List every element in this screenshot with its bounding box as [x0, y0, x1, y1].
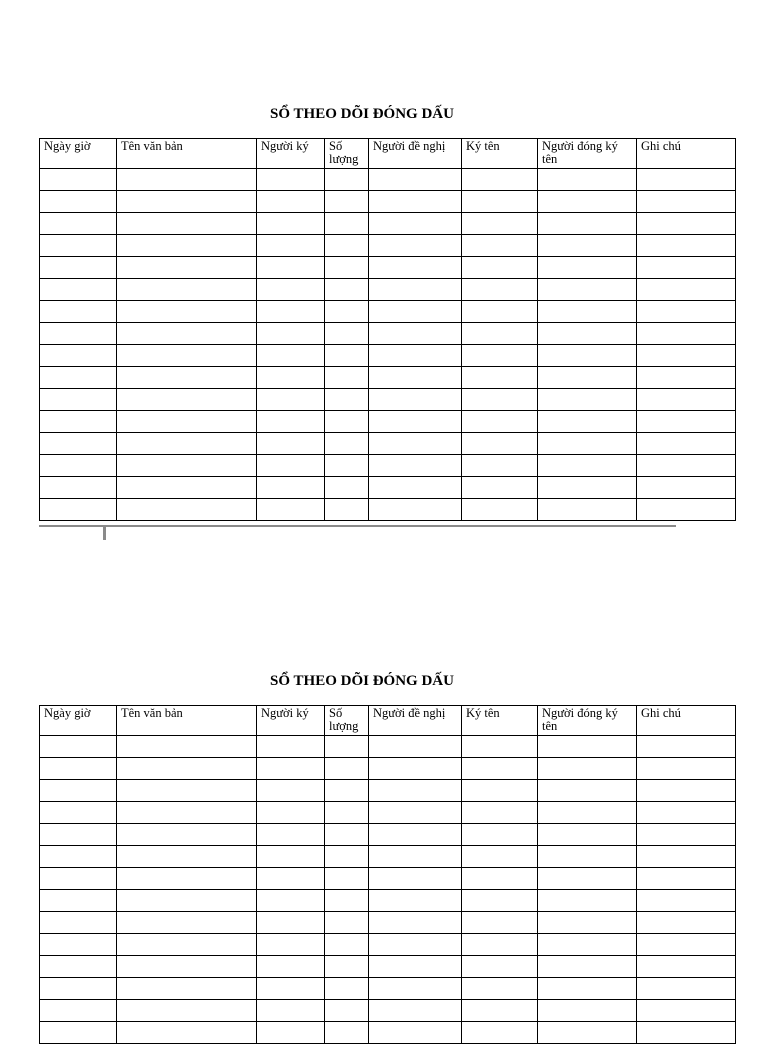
column-header-document-name: Tên văn bản [117, 139, 257, 169]
table-cell [325, 477, 369, 499]
column-header-signature: Ký tên [462, 139, 538, 169]
table-cell [538, 169, 637, 191]
table-cell [369, 1000, 462, 1022]
table-cell [117, 824, 257, 846]
table-cell [257, 455, 325, 477]
table-cell [325, 411, 369, 433]
table-cell [117, 868, 257, 890]
table-cell [40, 890, 117, 912]
table-row [40, 345, 736, 367]
column-header-stamper-signature: Người đóng ký tên [538, 706, 637, 736]
table-cell [538, 758, 637, 780]
table-row [40, 499, 736, 521]
table-cell [637, 279, 736, 301]
table-cell [462, 411, 538, 433]
table-cell [462, 323, 538, 345]
table-cell [369, 890, 462, 912]
table-cell [462, 934, 538, 956]
table-cell [117, 389, 257, 411]
table-cell [369, 257, 462, 279]
table-cell [637, 1000, 736, 1022]
table-body [40, 169, 736, 521]
table-cell [538, 433, 637, 455]
table-cell [117, 213, 257, 235]
table-cell [117, 411, 257, 433]
table-cell [462, 780, 538, 802]
table-cell [538, 780, 637, 802]
table-cell [325, 912, 369, 934]
table-cell [637, 367, 736, 389]
table-cell [325, 169, 369, 191]
table-cell [40, 477, 117, 499]
table-cell [637, 1022, 736, 1044]
table-cell [257, 477, 325, 499]
table-cell [257, 780, 325, 802]
table-cell [40, 455, 117, 477]
table-cell [462, 912, 538, 934]
table-cell [40, 1000, 117, 1022]
table-cell [538, 978, 637, 1000]
table-cell [369, 780, 462, 802]
table-cell [117, 499, 257, 521]
table-cell [117, 780, 257, 802]
table-cell [40, 1022, 117, 1044]
table-cell [117, 758, 257, 780]
table-cell [117, 1000, 257, 1022]
table-cell [538, 367, 637, 389]
table-cell [257, 169, 325, 191]
column-header-notes: Ghi chú [637, 706, 736, 736]
table-cell [538, 323, 637, 345]
table-cell [117, 477, 257, 499]
table-cell [369, 411, 462, 433]
table-row [40, 780, 736, 802]
table-cell [117, 956, 257, 978]
table-cell [369, 345, 462, 367]
table-cell [369, 846, 462, 868]
table-cell [117, 257, 257, 279]
table-row [40, 279, 736, 301]
column-header-signer: Người ký [257, 139, 325, 169]
table-header-row [40, 706, 736, 736]
table-cell [538, 191, 637, 213]
column-header-signature: Ký tên [462, 706, 538, 736]
table-cell [117, 169, 257, 191]
column-header-quantity: Số lượng [325, 139, 369, 169]
table-cell [637, 802, 736, 824]
table-cell [637, 323, 736, 345]
table-row [40, 956, 736, 978]
table-cell [637, 301, 736, 323]
table-cell [325, 956, 369, 978]
table-cell [325, 499, 369, 521]
table-cell [462, 191, 538, 213]
table-cell [369, 934, 462, 956]
table-cell [462, 1000, 538, 1022]
table-cell [637, 345, 736, 367]
table-cell [257, 433, 325, 455]
table-cell [369, 455, 462, 477]
table-cell [462, 824, 538, 846]
table-cell [325, 235, 369, 257]
table-cell [637, 433, 736, 455]
table-row [40, 169, 736, 191]
table-cell [257, 868, 325, 890]
table-row [40, 846, 736, 868]
table-row [40, 1000, 736, 1022]
table-cell [637, 868, 736, 890]
column-header-signer: Người ký [257, 706, 325, 736]
table-cell [538, 956, 637, 978]
table-cell [462, 758, 538, 780]
table-cell [462, 257, 538, 279]
table-cell [462, 455, 538, 477]
table-row [40, 257, 736, 279]
table-cell [369, 956, 462, 978]
table-cell [462, 978, 538, 1000]
table-cell [637, 758, 736, 780]
table-cell [637, 411, 736, 433]
table-cell [462, 477, 538, 499]
table-row [40, 912, 736, 934]
table-cell [325, 780, 369, 802]
table-cell [40, 934, 117, 956]
table-cell [369, 169, 462, 191]
table-cell [257, 279, 325, 301]
table-cell [637, 780, 736, 802]
table-cell [538, 499, 637, 521]
table-cell [257, 824, 325, 846]
table-cell [369, 235, 462, 257]
table-cell [257, 499, 325, 521]
table-cell [40, 191, 117, 213]
table-row [40, 455, 736, 477]
table-cell [257, 978, 325, 1000]
table-cell [637, 824, 736, 846]
table-cell [369, 758, 462, 780]
table-cell [117, 323, 257, 345]
table-cell [257, 367, 325, 389]
table-cell [257, 1022, 325, 1044]
table-cell [257, 934, 325, 956]
table-cell [538, 934, 637, 956]
table-cell [637, 912, 736, 934]
table-cell [637, 257, 736, 279]
table-cell [117, 279, 257, 301]
table-cell [257, 802, 325, 824]
table-cell [369, 433, 462, 455]
table-cell [325, 455, 369, 477]
table-cell [369, 301, 462, 323]
table-cell [325, 257, 369, 279]
table-cell [325, 758, 369, 780]
table-cell [257, 758, 325, 780]
table-row [40, 758, 736, 780]
table-cell [538, 802, 637, 824]
table-cell [538, 389, 637, 411]
table-cell [117, 736, 257, 758]
table-row [40, 978, 736, 1000]
table-cell [40, 736, 117, 758]
table-cell [369, 367, 462, 389]
table-cell [40, 213, 117, 235]
table-cell [257, 736, 325, 758]
table-cell [637, 736, 736, 758]
divider-marker [103, 526, 106, 540]
table-cell [257, 846, 325, 868]
table-body [40, 736, 736, 1044]
table-cell [40, 411, 117, 433]
table-cell [40, 499, 117, 521]
page-title: SỔ THEO DÕI ĐÓNG DẤU [270, 106, 454, 122]
table-row [40, 477, 736, 499]
table-cell [462, 433, 538, 455]
table-cell [257, 956, 325, 978]
column-header-notes: Ghi chú [637, 139, 736, 169]
column-header-datetime: Ngày giờ [40, 706, 117, 736]
table-cell [538, 455, 637, 477]
table-cell [325, 846, 369, 868]
table-cell [325, 345, 369, 367]
table-cell [462, 345, 538, 367]
table-row [40, 802, 736, 824]
table-cell [117, 890, 257, 912]
column-header-quantity: Số lượng [325, 706, 369, 736]
table-cell [257, 191, 325, 213]
table-cell [40, 301, 117, 323]
table-cell [257, 411, 325, 433]
table-cell [117, 367, 257, 389]
table-cell [538, 235, 637, 257]
table-cell [117, 455, 257, 477]
table-cell [637, 191, 736, 213]
table-cell [538, 846, 637, 868]
table-cell [117, 345, 257, 367]
table-cell [117, 846, 257, 868]
table-cell [538, 411, 637, 433]
table-row [40, 868, 736, 890]
table-cell [462, 846, 538, 868]
table-cell [117, 191, 257, 213]
table-cell [369, 736, 462, 758]
table-cell [325, 934, 369, 956]
table-cell [538, 1000, 637, 1022]
table-cell [462, 235, 538, 257]
table-cell [40, 323, 117, 345]
table-cell [40, 956, 117, 978]
table-cell [637, 213, 736, 235]
table-cell [462, 802, 538, 824]
table-cell [369, 477, 462, 499]
table-cell [325, 890, 369, 912]
table-cell [117, 433, 257, 455]
table-cell [637, 934, 736, 956]
table-cell [369, 978, 462, 1000]
table-cell [538, 868, 637, 890]
table-cell [325, 1022, 369, 1044]
table-cell [117, 235, 257, 257]
column-header-datetime: Ngày giờ [40, 139, 117, 169]
table-cell [538, 824, 637, 846]
table-cell [538, 213, 637, 235]
table-cell [257, 301, 325, 323]
table-row [40, 890, 736, 912]
table-cell [117, 978, 257, 1000]
table-cell [325, 367, 369, 389]
table-cell [369, 824, 462, 846]
table-cell [462, 301, 538, 323]
table-cell [369, 191, 462, 213]
table-cell [40, 279, 117, 301]
table-cell [257, 912, 325, 934]
table-cell [369, 389, 462, 411]
table-cell [257, 890, 325, 912]
table-cell [538, 279, 637, 301]
table-cell [538, 912, 637, 934]
table-cell [40, 235, 117, 257]
table-row [40, 235, 736, 257]
column-header-requester: Người đề nghị [369, 706, 462, 736]
table-cell [325, 191, 369, 213]
table-cell [40, 868, 117, 890]
page-title: SỔ THEO DÕI ĐÓNG DẤU [270, 673, 454, 689]
table-cell [40, 780, 117, 802]
table-cell [325, 824, 369, 846]
table-cell [462, 279, 538, 301]
table-row [40, 824, 736, 846]
table-cell [40, 802, 117, 824]
table-cell [637, 956, 736, 978]
table-row [40, 1022, 736, 1044]
table-cell [40, 978, 117, 1000]
table-row [40, 411, 736, 433]
table-cell [40, 912, 117, 934]
stamp-log-table [39, 138, 736, 521]
table-cell [637, 455, 736, 477]
table-cell [325, 323, 369, 345]
table-cell [325, 868, 369, 890]
table-cell [325, 433, 369, 455]
table-cell [369, 802, 462, 824]
table-row [40, 736, 736, 758]
table-cell [462, 736, 538, 758]
stamp-log-table [39, 705, 736, 1044]
table-cell [257, 389, 325, 411]
table-cell [117, 301, 257, 323]
table-cell [40, 389, 117, 411]
table-cell [637, 978, 736, 1000]
table-cell [369, 279, 462, 301]
table-row [40, 213, 736, 235]
table-cell [40, 846, 117, 868]
table-cell [325, 279, 369, 301]
table-cell [257, 213, 325, 235]
table-cell [637, 890, 736, 912]
table-cell [462, 1022, 538, 1044]
table-cell [117, 1022, 257, 1044]
table-cell [462, 956, 538, 978]
table-cell [538, 736, 637, 758]
table-cell [462, 213, 538, 235]
table-cell [369, 499, 462, 521]
table-row [40, 367, 736, 389]
table-cell [325, 978, 369, 1000]
table-cell [257, 1000, 325, 1022]
table-header-row [40, 139, 736, 169]
table-row [40, 934, 736, 956]
table-cell [325, 1000, 369, 1022]
column-header-requester: Người đề nghị [369, 139, 462, 169]
table-cell [40, 169, 117, 191]
table-cell [325, 736, 369, 758]
table-cell [538, 477, 637, 499]
table-cell [538, 890, 637, 912]
table-cell [325, 802, 369, 824]
column-header-stamper-signature: Người đóng ký tên [538, 139, 637, 169]
table-cell [462, 389, 538, 411]
table-cell [40, 367, 117, 389]
table-row [40, 389, 736, 411]
table-cell [637, 499, 736, 521]
table-cell [637, 235, 736, 257]
table-cell [369, 868, 462, 890]
table-cell [637, 169, 736, 191]
table-cell [462, 367, 538, 389]
table-cell [462, 499, 538, 521]
table-row [40, 323, 736, 345]
table-cell [462, 890, 538, 912]
table-cell [117, 802, 257, 824]
table-cell [369, 213, 462, 235]
table-cell [40, 257, 117, 279]
table-cell [637, 477, 736, 499]
table-cell [40, 758, 117, 780]
table-cell [257, 345, 325, 367]
table-cell [538, 345, 637, 367]
table-cell [257, 235, 325, 257]
table-cell [117, 934, 257, 956]
table-cell [325, 301, 369, 323]
table-row [40, 301, 736, 323]
table-cell [462, 868, 538, 890]
table-cell [325, 213, 369, 235]
table-cell [40, 824, 117, 846]
column-header-document-name: Tên văn bản [117, 706, 257, 736]
table-cell [538, 1022, 637, 1044]
table-cell [369, 323, 462, 345]
table-row [40, 433, 736, 455]
table-cell [325, 389, 369, 411]
table-cell [117, 912, 257, 934]
table-cell [538, 257, 637, 279]
section-divider [39, 525, 676, 527]
table-cell [40, 345, 117, 367]
table-cell [637, 846, 736, 868]
table-cell [369, 912, 462, 934]
table-cell [257, 257, 325, 279]
table-cell [257, 323, 325, 345]
table-cell [637, 389, 736, 411]
table-cell [369, 1022, 462, 1044]
table-cell [538, 301, 637, 323]
table-cell [462, 169, 538, 191]
table-row [40, 191, 736, 213]
table-cell [40, 433, 117, 455]
